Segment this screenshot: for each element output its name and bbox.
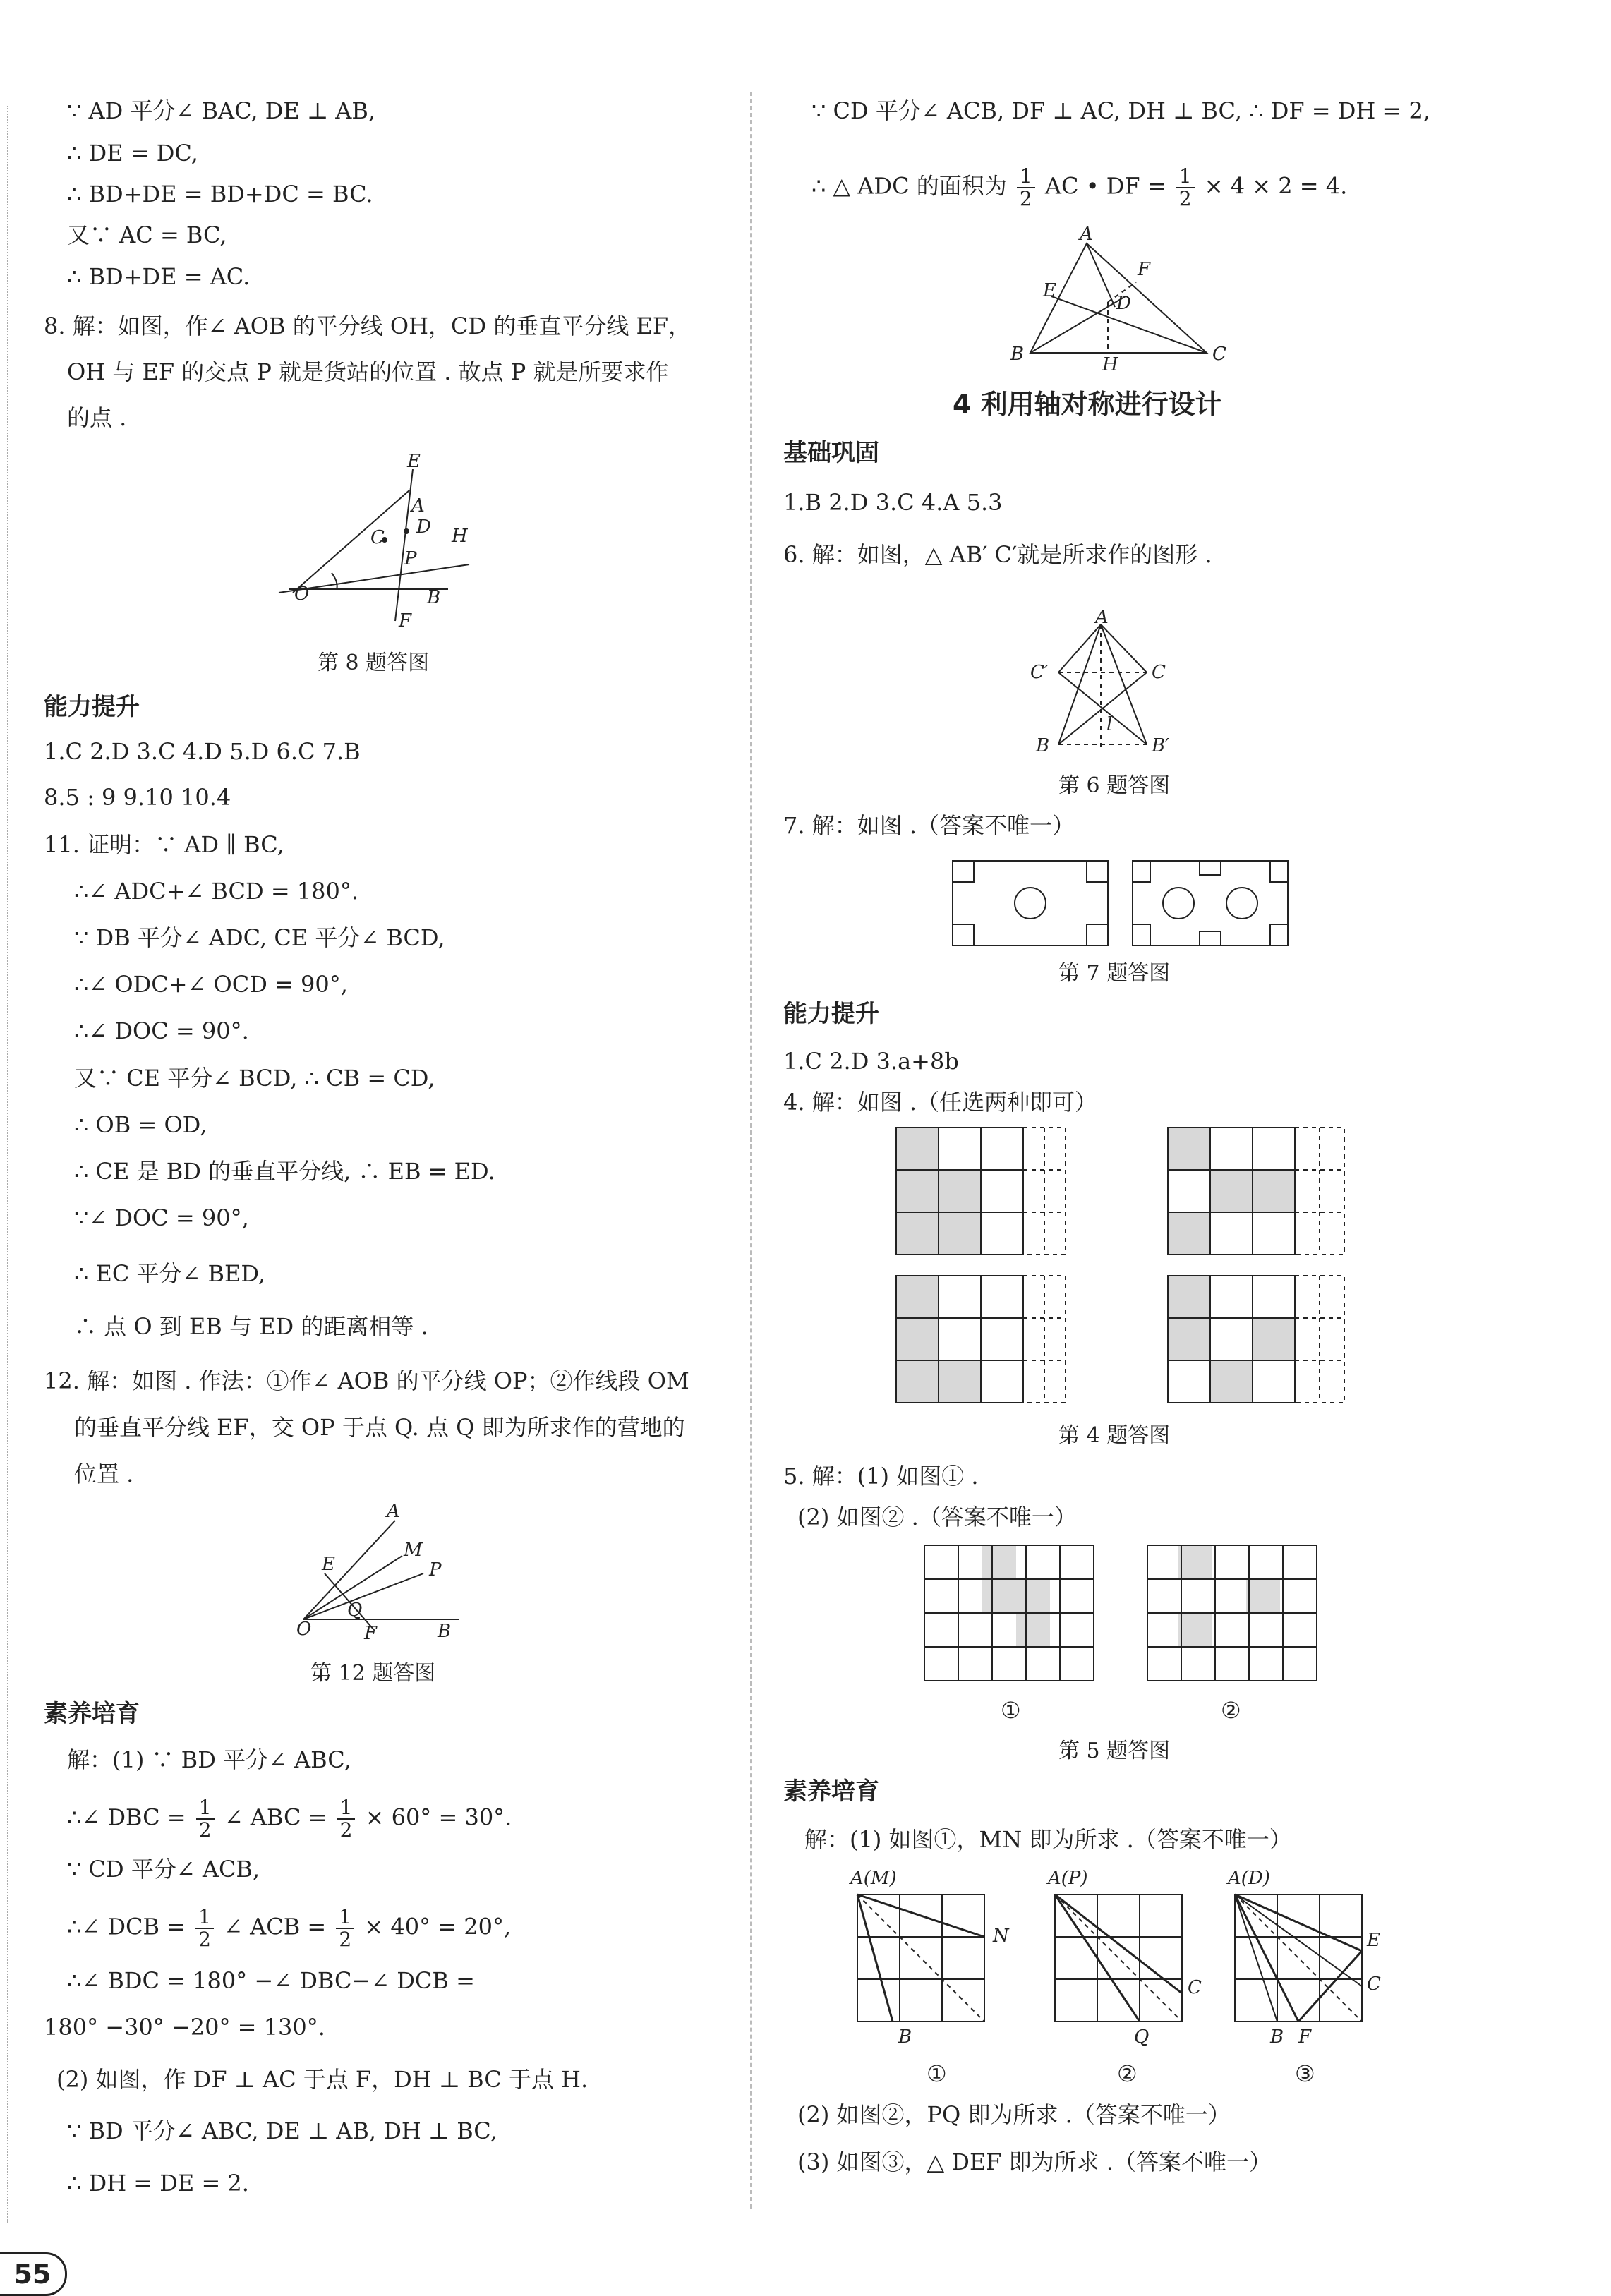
- section-heading: 素养培育: [44, 1700, 140, 1728]
- page-number: 55: [0, 2252, 67, 2296]
- fraction-den: 2: [339, 1818, 353, 1842]
- fig7-circle: [1015, 888, 1046, 919]
- fig-adc-label: H: [1102, 354, 1118, 375]
- section-heading: 能力提升: [783, 1000, 879, 1028]
- fig12-label: Q: [347, 1600, 363, 1621]
- fraction-num: 1: [336, 1907, 354, 1929]
- section-title: 4 利用轴对称进行设计: [953, 389, 1222, 420]
- fig-label: C: [1188, 1977, 1202, 1998]
- text: ∴∠ DCB =: [67, 1913, 186, 1940]
- literacy-line: ∵ CD 平分∠ ACB,: [67, 1856, 260, 1883]
- fig5-grid-1: [924, 1545, 1094, 1681]
- text: × 60° = 30°.: [365, 1803, 512, 1831]
- fig4-shaded-cell: [1168, 1276, 1210, 1318]
- diagonal: [857, 1895, 984, 2022]
- literacy-line: [67, 1797, 512, 1841]
- figure-caption: 第 6 题答图: [1058, 773, 1171, 798]
- text: ∠ ABC =: [224, 1803, 327, 1831]
- literacy-line: (2) 如图，作 DF ⊥ AC 于点 F，DH ⊥ BC 于点 H.: [56, 2066, 589, 2093]
- fig-label: Q: [1134, 2026, 1150, 2048]
- fraction-den: 2: [198, 1928, 211, 1951]
- fig4-shaded-cell: [939, 1212, 981, 1255]
- fraction-num: 1: [1017, 166, 1035, 188]
- text-line: ∵ AD 平分∠ BAC, DE ⊥ AB,: [67, 97, 376, 124]
- fig-label: E: [1367, 1930, 1380, 1951]
- fig8-label: F: [399, 610, 412, 632]
- fig-label: A(M): [850, 1868, 897, 1889]
- fig6-label: B: [1036, 735, 1050, 756]
- q11-line: ∵∠ DOC = 90°,: [74, 1204, 249, 1231]
- fig6-side-ac: [1101, 624, 1147, 672]
- fig4-shaded-cell: [896, 1212, 939, 1255]
- fig-adc-label: D: [1116, 293, 1131, 314]
- fraction: [1176, 166, 1195, 210]
- fraction-den: 2: [198, 1818, 212, 1842]
- figure-caption: 第 4 题答图: [1058, 1423, 1171, 1448]
- fig-mark: ③: [1295, 2060, 1315, 2087]
- text-line: [811, 166, 1347, 210]
- fig8-label: O: [294, 584, 310, 605]
- q11-line: ∴ CE 是 BD 的垂直平分线, ∴ EB = ED.: [74, 1158, 495, 1185]
- q8-line: OH 与 EF 的交点 P 就是货站的位置 . 故点 P 就是所要求作: [67, 358, 669, 385]
- fig-adc-label: E: [1043, 280, 1056, 301]
- q11-line: ∵ DB 平分∠ ADC, CE 平分∠ BCD,: [74, 924, 445, 951]
- fig4-grid-4: [1168, 1276, 1344, 1403]
- fig4-shaded-cell: [896, 1276, 939, 1318]
- fig12-label: B: [438, 1621, 452, 1642]
- segment-mn: [857, 1895, 984, 1937]
- fig8-ray-oa: [293, 490, 409, 593]
- fig8-label: E: [407, 451, 421, 472]
- fig4-shaded-cell: [1168, 1212, 1210, 1255]
- fig5-shaded-cell: [1016, 1613, 1050, 1647]
- fig4-shaded-cell: [939, 1170, 981, 1212]
- figure-6: [1030, 607, 1214, 756]
- fig-label: A(P): [1048, 1868, 1088, 1889]
- figure-5: [924, 1545, 1320, 1729]
- q11-line: 又∵ CE 平分∠ BCD, ∴ CB = CD,: [74, 1065, 435, 1092]
- fraction-num: 1: [195, 1907, 214, 1929]
- fig-label: N: [993, 1926, 1009, 1947]
- fig8-line-ef: [395, 469, 413, 621]
- diagonal: [1055, 1895, 1182, 2022]
- answers-line: 1.C 2.D 3.a+8b: [783, 1048, 959, 1075]
- fig4-shaded-cell: [896, 1128, 939, 1170]
- fraction: [336, 1907, 354, 1950]
- fraction-den: 2: [1178, 187, 1192, 210]
- text-line: ∴ DE = DC,: [67, 140, 198, 167]
- literacy-line: [67, 1907, 511, 1950]
- fig4-dashed-cells: [1295, 1128, 1344, 1255]
- answers-line: 1.C 2.D 3.C 4.D 5.D 6.C 7.B: [44, 738, 361, 765]
- literacy-line: 180° −30° −20° = 130°.: [44, 2014, 325, 2041]
- fig7-corners-1: [953, 861, 1108, 945]
- text: × 4 × 2 = 4.: [1204, 172, 1348, 200]
- fig4-shaded-cell: [1253, 1170, 1295, 1212]
- fraction: [1017, 166, 1035, 210]
- literacy-line: (3) 如图③，△ DEF 即为所求 .（答案不唯一）: [797, 2149, 1272, 2175]
- fig-last-2: [1046, 1868, 1202, 2087]
- section-heading: 能力提升: [44, 693, 140, 721]
- section-heading: 基础巩固: [783, 439, 879, 467]
- fig7-design-1: [953, 861, 1108, 945]
- fig6-label: C′: [1030, 662, 1049, 683]
- literacy-line: 解：(1) 如图①，MN 即为所求 .（答案不唯一）: [804, 1826, 1292, 1853]
- text-line: ∴ BD+DE = AC.: [67, 263, 251, 290]
- fig4-shaded-cell: [1210, 1360, 1253, 1403]
- fig-adc-label: B: [1010, 344, 1025, 365]
- fig7-circle: [1163, 888, 1194, 919]
- q6-line: 6. 解：如图，△ AB′ C′就是所求作的图形 .: [783, 541, 1212, 568]
- fig6-label: C: [1152, 662, 1166, 683]
- literacy-line: ∵ BD 平分∠ ABC, DE ⊥ AB, DH ⊥ BC,: [67, 2117, 497, 2144]
- fraction-num: 1: [337, 1797, 356, 1820]
- fraction-num: 1: [196, 1797, 215, 1820]
- q12-line: 位置 .: [74, 1461, 134, 1487]
- fig8-label: B: [427, 587, 441, 608]
- literacy-line: (2) 如图②，PQ 即为所求 .（答案不唯一）: [797, 2101, 1231, 2128]
- fig8-point-d: [404, 528, 409, 534]
- figure-8: [279, 451, 490, 632]
- fig6-label: l: [1106, 714, 1113, 735]
- fig4-grid-1: [896, 1128, 1066, 1255]
- q11-line: ∴∠ DOC = 90°.: [74, 1017, 249, 1044]
- margin-rule: [7, 106, 8, 2223]
- fig12-label: F: [364, 1623, 378, 1644]
- fig-adc-label: C: [1212, 344, 1226, 365]
- figure-12: [296, 1501, 466, 1648]
- fig-label: B: [1270, 2026, 1284, 2048]
- text: ∴∠ DBC =: [67, 1803, 186, 1831]
- fig12-label: O: [296, 1619, 312, 1640]
- q5-line: (2) 如图② .（答案不唯一）: [797, 1504, 1077, 1530]
- fig5-shaded-cell: [982, 1545, 1016, 1579]
- segment-df: [1235, 1895, 1298, 2022]
- fig8-label: C: [370, 527, 385, 548]
- fig-adc-label: A: [1080, 224, 1093, 245]
- fig7-circle: [1226, 888, 1257, 919]
- figure-caption: 第 12 题答图: [310, 1661, 436, 1686]
- segment-de: [1235, 1895, 1362, 1951]
- fig-adc-line-ad: [1087, 243, 1115, 307]
- figure-last: [850, 1863, 1394, 2096]
- fig4-shaded-cell: [939, 1360, 981, 1403]
- column-divider: [750, 92, 752, 2209]
- literacy-line: 解：(1) ∵ BD 平分∠ ABC,: [67, 1746, 351, 1773]
- fig-label: F: [1298, 2026, 1312, 2048]
- q8-line: 8. 解：如图，作∠ AOB 的平分线 OH，CD 的垂直平分线 EF，: [44, 313, 692, 339]
- fig-adc-label: F: [1138, 259, 1151, 280]
- fig12-label: E: [322, 1554, 335, 1575]
- fig6-label: A: [1095, 607, 1109, 628]
- fraction-den: 2: [1019, 187, 1032, 210]
- fig4-shaded-cell: [1210, 1170, 1253, 1212]
- fraction-den: 2: [339, 1928, 352, 1951]
- fig4-shaded-cell: [896, 1170, 939, 1212]
- fraction: [196, 1797, 215, 1841]
- q11-line: ∴ EC 平分∠ BED,: [74, 1260, 266, 1287]
- fig5-mark: ②: [1221, 1697, 1241, 1724]
- text-line: 又∵ AC = BC,: [67, 222, 227, 248]
- q11-line: ∴∠ ODC+∠ OCD = 90°,: [74, 971, 348, 998]
- figure-7: [949, 857, 1295, 949]
- fig5-grid-lines: [1147, 1545, 1317, 1681]
- fig4-shaded-cell: [1168, 1128, 1210, 1170]
- fig-label: C: [1367, 1974, 1381, 1995]
- fig5-grid-2: [1147, 1545, 1317, 1681]
- fig5-mark: ①: [1001, 1697, 1021, 1724]
- figure-caption: 第 7 题答图: [1058, 961, 1171, 986]
- q11-line: ∴ 点 O 到 EB 与 ED 的距离相等 .: [74, 1313, 428, 1340]
- fig8-label: D: [416, 516, 431, 538]
- q4-line: 4. 解：如图 .（任选两种即可）: [783, 1089, 1098, 1116]
- fig8-label: H: [452, 526, 468, 547]
- figure-caption: 第 5 题答图: [1058, 1739, 1171, 1763]
- fraction: [195, 1907, 214, 1950]
- fig7-corners-2: [1133, 861, 1288, 945]
- fig4-grid-2: [1168, 1128, 1344, 1255]
- answers-line: 1.B 2.D 3.C 4.A 5.3: [783, 489, 1003, 516]
- fig5-shaded-cell: [1178, 1613, 1212, 1647]
- fig4-shaded-cell: [1168, 1318, 1210, 1360]
- fig6-side-ac-prime: [1058, 624, 1101, 672]
- fig12-label: P: [429, 1559, 442, 1581]
- q12-line: 12. 解：如图 . 作法：①作∠ AOB 的平分线 OP；②作线段 OM: [44, 1367, 689, 1394]
- section-heading: 素养培育: [783, 1777, 879, 1806]
- answers-line: 8.5 : 9 9.10 10.4: [44, 784, 231, 811]
- literacy-line: ∴∠ BDC = 180° −∠ DBC−∠ DCB =: [67, 1967, 475, 1994]
- fig4-dashed-cells: [1295, 1276, 1344, 1403]
- q11-line: ∴∠ ADC+∠ BCD = 180°.: [74, 878, 359, 905]
- fig8-label: P: [404, 548, 417, 569]
- text: ∠ ACB =: [224, 1913, 327, 1940]
- fig5-shaded-cell: [1246, 1579, 1280, 1613]
- fig5-shaded-cell: [1178, 1545, 1212, 1579]
- figure-triangle-adc: [1002, 224, 1242, 375]
- q7-line: 7. 解：如图 .（答案不唯一）: [783, 812, 1075, 839]
- diagonal: [1235, 1895, 1362, 2022]
- figure-4: [896, 1128, 1348, 1413]
- fraction-num: 1: [1176, 166, 1195, 188]
- text: × 40° = 20°,: [364, 1913, 512, 1940]
- q12-line: 的垂直平分线 EF，交 OP 于点 Q. 点 Q 即为所求作的营地的: [74, 1414, 685, 1441]
- fig-last-1: [849, 1868, 1010, 2087]
- fig4-shaded-cell: [896, 1360, 939, 1403]
- fig8-label: A: [411, 495, 425, 516]
- fig-label: B: [898, 2026, 912, 2048]
- fig4-grid-3: [896, 1276, 1066, 1403]
- fig4-shaded-cell: [1253, 1318, 1295, 1360]
- fig4-dashed-cells: [1023, 1128, 1066, 1255]
- fig-label: A(D): [1228, 1868, 1270, 1889]
- q8-line: 的点 .: [67, 404, 127, 431]
- text: AC • DF =: [1044, 172, 1166, 200]
- fraction: [337, 1797, 356, 1841]
- figure-caption: 第 8 题答图: [318, 651, 430, 675]
- fig-mark: ②: [1117, 2060, 1138, 2087]
- text: ∴ △ ADC 的面积为: [811, 172, 1007, 200]
- literacy-line: ∴ DH = DE = 2.: [67, 2170, 249, 2197]
- fig-last-3: [1226, 1868, 1381, 2087]
- q5-line: 5. 解：(1) 如图① .: [783, 1463, 979, 1490]
- fig12-label: M: [404, 1540, 423, 1561]
- fig12-label: A: [387, 1501, 400, 1522]
- text-line: ∵ CD 平分∠ ACB, DF ⊥ AC, DH ⊥ BC, ∴ DF = DH = 2,: [811, 97, 1430, 124]
- text-line: ∴ BD+DE = BD+DC = BC.: [67, 181, 373, 207]
- fig-mark: ①: [927, 2060, 947, 2087]
- segment-mb: [857, 1895, 893, 2022]
- fig6-label: B′: [1152, 735, 1170, 756]
- fig7-design-2: [1133, 861, 1288, 945]
- segment-fe: [1298, 1951, 1362, 2022]
- segment-db: [1235, 1895, 1277, 2022]
- fig4-dashed-cells: [1023, 1276, 1066, 1403]
- q11-line: ∴ OB = OD,: [74, 1111, 207, 1138]
- fig8-arc: [332, 573, 337, 590]
- fig4-shaded-cell: [896, 1318, 939, 1360]
- q11-line: 11. 证明：∵ AD ∥ BC,: [44, 831, 284, 858]
